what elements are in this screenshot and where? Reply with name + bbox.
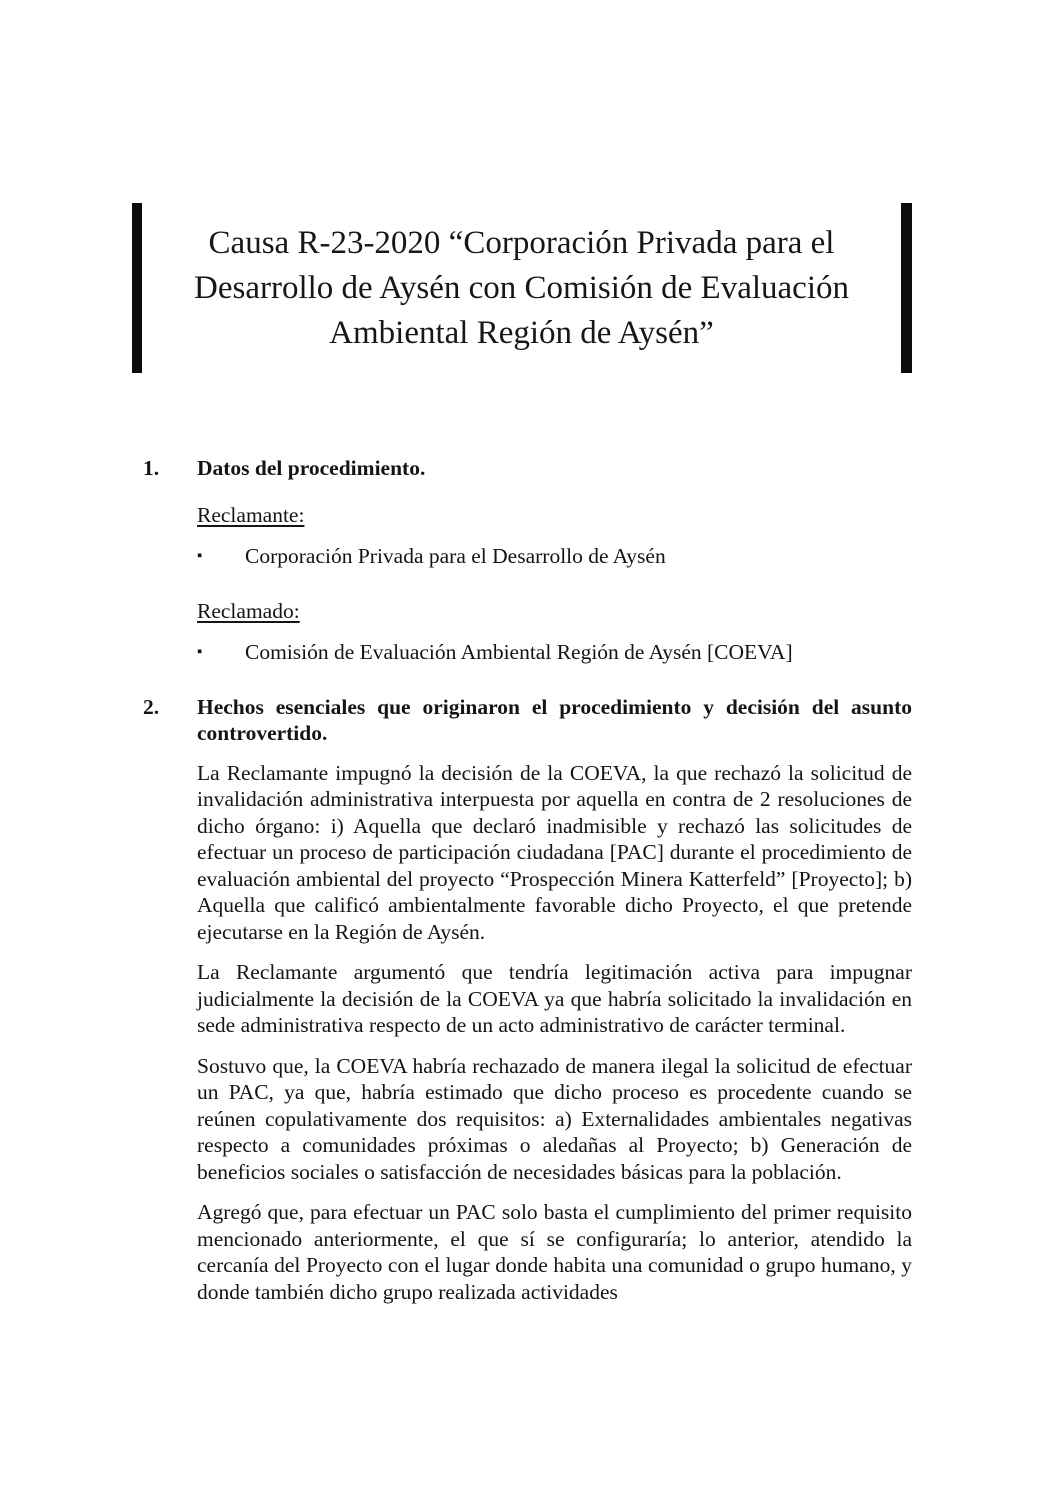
claimant-item [197, 543, 912, 570]
claimant-name: Corporación Privada para el Desarrollo de Aysén [245, 544, 666, 568]
case-title-line-1: Causa R-23-2020 “Corporación Privada para el [208, 224, 835, 261]
title-block [132, 203, 912, 373]
respondent-item [197, 639, 912, 666]
paragraph-4: Agregó que, para efectuar un PAC solo basta el cumplimiento del primer requisito mencionado anteriormente, el que sí se configuraría; lo anterior, atendido la cercanía del Proyecto con el lugar donde habita una comunidad o grupo humano, y donde también dicho grupo realizada actividades [197, 1200, 912, 1304]
respondent-label: Reclamado: [197, 598, 300, 623]
section-1-heading [143, 455, 912, 482]
title-left-bar [132, 203, 142, 373]
title-right-bar [901, 203, 912, 373]
section-2-heading [143, 694, 912, 747]
section-2-number: 2. [143, 694, 160, 719]
case-title [142, 203, 901, 373]
section-1-heading-text: Datos del procedimiento. [197, 456, 426, 480]
case-title-line-3: Ambiental Región de Aysén” [329, 314, 714, 351]
bullet-square-icon: ▪ [197, 548, 203, 564]
paragraph-1: La Reclamante impugnó la decisión de la COEVA, la que rechazó la solicitud de invalidación administrativa interpuesta por aquella en contra de 2 resoluciones de dicho órgano: i) Aquella que declaró inadmisible y rechazó las solicitudes de efectuar un proceso de participación ciudadana [PAC] durante el procedimiento de evaluación ambiental del proyecto “Prospección Minera Katterfeld” [Proyecto]; b) Aquella que calificó ambientalmente favorable dicho Proyecto, el que pretende ejecutarse en la Región de Aysén. [197, 760, 912, 944]
claimant-label: Reclamante: [197, 502, 305, 527]
respondent-name: Comisión de Evaluación Ambiental Región de Aysén [COEVA] [245, 640, 793, 664]
case-title-line-2: Desarrollo de Aysén con Comisión de Evaluación [194, 269, 849, 306]
paragraph-2: La Reclamante argumentó que tendría legitimación activa para impugnar judicialmente la decisión de la COEVA ya que habría solicitado la invalidación en sede administrativa respecto de un acto administrativo de carácter terminal. [197, 960, 912, 1037]
bullet-square-icon: ▪ [197, 644, 203, 660]
document-body [143, 455, 912, 1319]
section-2-heading-text: Hechos esenciales que originaron el procedimiento y decisión del asunto controvertido. [197, 694, 912, 745]
section-1-number: 1. [143, 456, 160, 480]
paragraph-3: Sostuvo que, la COEVA habría rechazado de manera ilegal la solicitud de efectuar un PAC, ya que, habría estimado que dicho proceso es procedente cuando se reúnen copulativamente dos requisitos: a) Externalidades ambientales negativas respecto a comunidades próximas o aledañas al Proyecto; b) Generación de beneficios sociales o satisfacción de necesidades básicas para la población. [197, 1053, 912, 1184]
